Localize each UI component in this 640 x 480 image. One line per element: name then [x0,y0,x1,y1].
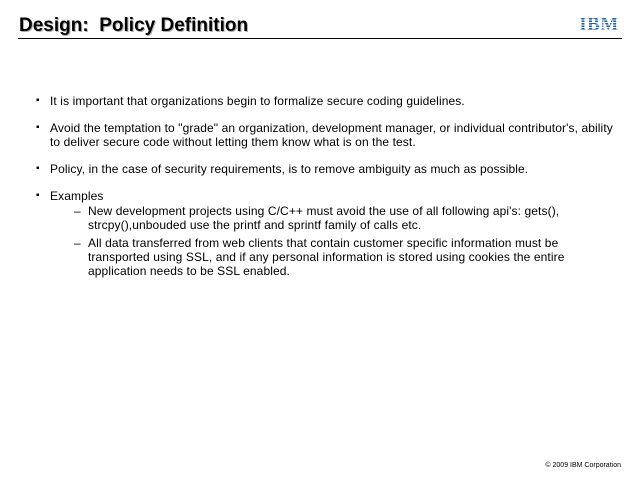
bullet-marker: ▪ [36,163,40,174]
bullet-item [36,94,616,108]
dash-marker: – [74,236,81,250]
bullet-text: It is important that organizations begin to formalize secure coding guidelines. [50,94,465,108]
sub-bullet-text: All data transferred from web clients that contain customer specific information must be transported using SSL, and if any personal information is stored using cookies the entire application needs to be SSL enabled. [88,236,565,278]
bullet-marker: ▪ [36,95,40,106]
sub-bullet-item [50,236,616,278]
bullet-text: Policy, in the case of security requirements, is to remove ambiguity as much as possible. [50,162,529,176]
slide-title: Design: Policy Definition [19,15,249,36]
bullet-marker: ▪ [36,190,40,201]
dash-marker: – [74,204,81,218]
sub-bullet-item [50,204,616,232]
bullet-item-examples [36,189,616,278]
bullet-item [36,162,616,176]
bullet-text: Avoid the temptation to "grade" an organization, development manager, or individual contributor's, ability to deliver secure code without letting them know what is on the test. [50,121,613,149]
copyright-footer: © 2009 IBM Corporation [545,462,621,469]
title-divider [18,38,622,39]
slide-body [36,94,616,291]
ibm-logo [577,13,621,33]
bullet-marker: ▪ [36,122,40,133]
bullet-item [36,121,616,149]
sub-bullet-text: New development projects using C/C++ must avoid the use of all following api's: gets(), strcpy(),unbouded use the printf and sprintf family of calls etc. [88,204,560,232]
bullet-text: Examples [50,189,104,203]
ibm-logo-text: IBM [579,14,619,33]
examples-sub-list [50,204,616,278]
